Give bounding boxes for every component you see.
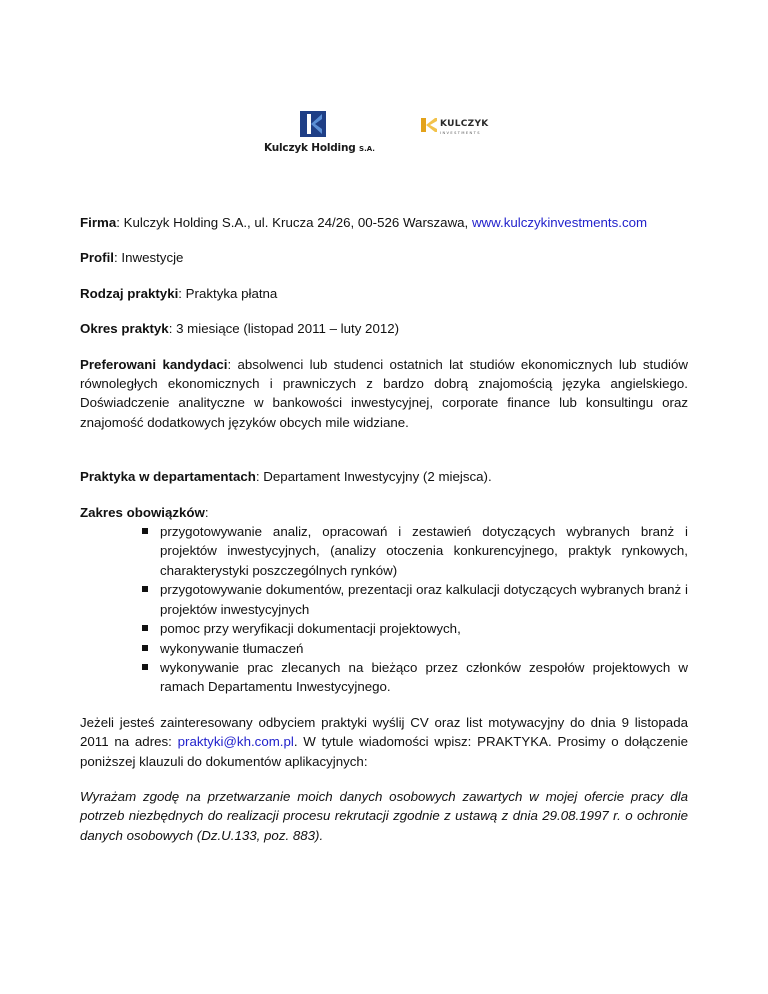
departamenty-label: Praktyka w departamentach [80,469,256,485]
square-bullet-icon [142,664,148,670]
duty-item [160,522,688,580]
kulczyk-holding-logo [264,111,374,157]
email-link[interactable]: praktyki@kh.com.pl [177,734,294,750]
duty-text: przygotowywanie analiz, opracowań i zestawień dotyczących wybranych branż i projektów inwestycyjnych, (analizy otoczenia konkurencyjnego, praktyk rynkowych, charakterystyki poszczególnych rynków) [160,524,688,578]
kulczyk-holding-caption [264,142,374,154]
kulczyk-investments-subtitle: INVESTMENTS [440,131,481,135]
kulczyk-investments-logo [421,117,501,143]
square-bullet-icon [142,528,148,534]
duty-item [160,658,688,697]
profil-line [80,248,688,267]
departamenty-text: : Departament Inwestycyjny (2 miejsca). [255,469,492,485]
okres-label: Okres praktyk [80,321,169,337]
okres-text: : 3 miesiące (listopad 2011 – luty 2012) [168,321,400,337]
duty-item [160,619,688,638]
firma-text: : Kulczyk Holding S.A., ul. Krucza 24/26, 00-526 Warszawa, [116,215,472,230]
zakres-label: Zakres obowiązków [80,504,205,520]
duty-text: pomoc przy weryfikacji dokumentacji projektowych, [160,621,461,637]
rodzaj-text: : Praktyka płatna [178,285,278,301]
website-link[interactable]: www.kulczykinvestments.com [471,215,648,230]
application-text-after: . W tytule wiadomości wpisz: PRAKTYKA. Prosimy o dołączenie poniższej klauzuli do dokumentów aplikacyjnych: [80,734,688,769]
kandydaci-paragraph [80,355,688,433]
kandydaci-label: Preferowani kandydaci [80,356,228,372]
zakres-colon: : [204,504,209,520]
consent-clause: Wyrażam zgodę na przetwarzanie moich danych osobowych zawartych w mojej ofercie pracy dla potrzeb niezbędnych do realizacji procesu rekrutacji zgodnie z ustawą z dnia 29.08.1997 r. o ochronie danych osobowych (Dz.U.133, poz. 883). [80,788,688,843]
rodzaj-line [80,284,688,303]
profil-text: : Inwestycje [113,250,184,266]
document-content [80,213,688,845]
zakres-heading [80,503,688,522]
firma-line [80,213,688,232]
kulczyk-holding-suffix: S.A. [359,145,375,153]
duty-item [160,580,688,619]
rodzaj-label: Rodzaj praktyki [80,285,179,301]
application-text-before: Jeżeli jesteś zainteresowany odbyciem praktyki wyślij CV oraz list motywacyjny do dnia 9 listopada 2011 na adres: [80,714,688,750]
duty-item [160,639,688,658]
duty-text: przygotowywanie dokumentów, prezentacji oraz kalkulacji dotyczących wybranych branż i projektów inwestycyjnych [160,582,688,617]
kulczyk-holding-name: Kulczyk Holding [264,142,356,154]
square-bullet-icon [142,625,148,631]
kulczyk-investments-mark-icon [421,118,437,132]
square-bullet-icon [142,586,148,592]
kulczyk-holding-mark-icon [300,111,326,137]
application-paragraph [80,713,688,771]
kulczyk-investments-name: KULCZYK [440,119,489,129]
duty-text: wykonywanie prac zlecanych na bieżąco przez członków zespołów projektowych w ramach Departamentu Inwestycyjnego. [160,659,688,695]
kandydaci-text: : absolwenci lub studenci ostatnich lat studiów ekonomicznych lub studiów równoległych ekonomicznych i prawniczych z bardzo dobrą znajomością języka angielskiego. Doświadczenie analityczne w bankowości inwestycyjnej, corporate finance lub konsultingu oraz znajomość dodatkowych języków obcych mile widziane. [80,356,688,430]
okres-line [80,319,688,338]
square-bullet-icon [142,645,148,651]
firma-label: Firma [80,215,117,230]
profil-label: Profil [80,250,114,266]
departamenty-line [80,467,688,486]
duties-list [80,522,688,697]
duty-text: wykonywanie tłumaczeń [160,640,304,656]
